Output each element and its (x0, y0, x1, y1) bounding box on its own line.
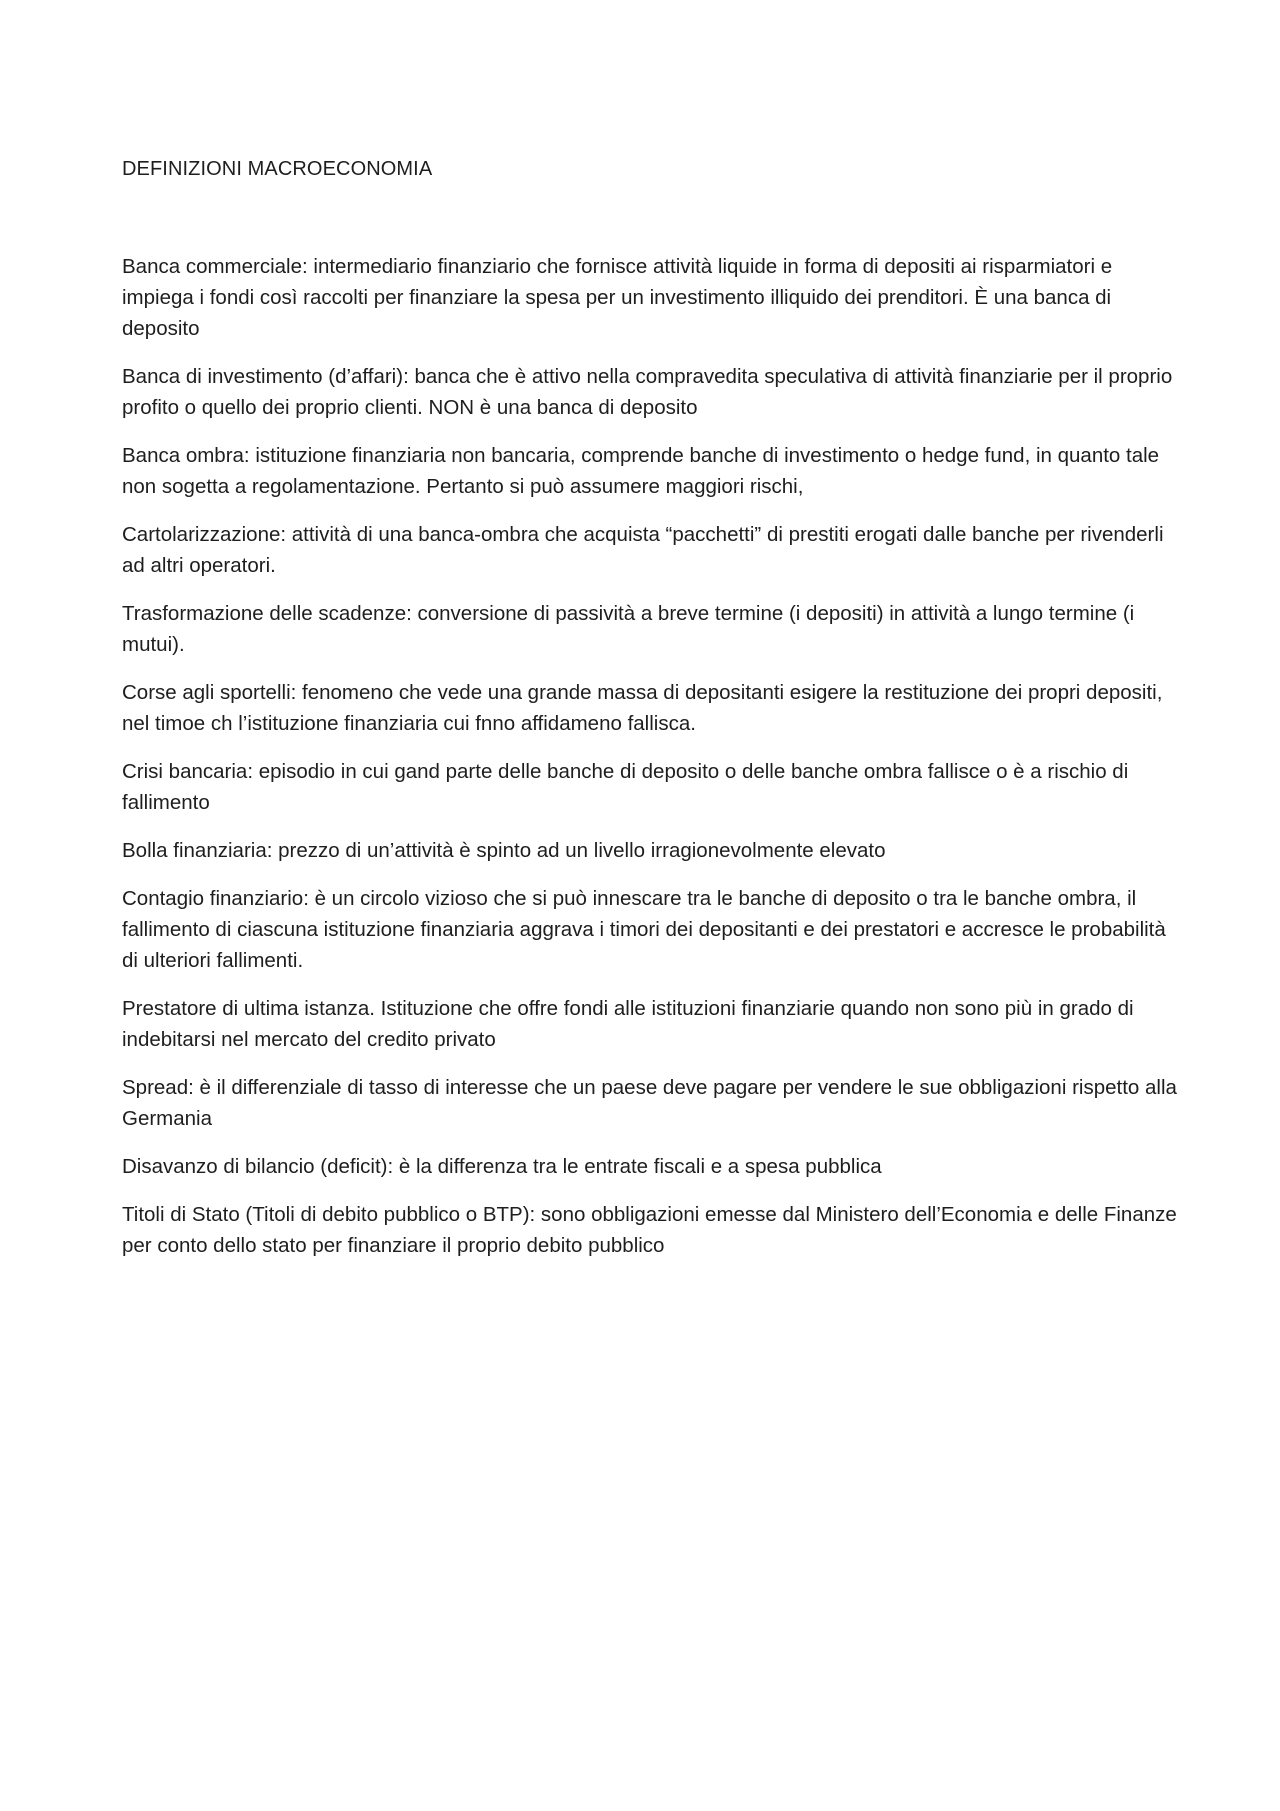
definition-trasformazione-delle-scadenze: Trasformazione delle scadenze: conversione di passività a breve termine (i depositi) in attività a lungo termine (i mutui). (122, 602, 1135, 656)
definition-corse-agli-sportelli: Corse agli sportelli: fenomeno che vede una grande massa di depositanti esigere la restituzione dei propri depositi, nel timoe ch l’istituzione finanziaria cui fnno affidameno fallisca. (122, 681, 1163, 735)
definition-disavanzo-di-bilancio: Disavanzo di bilancio (deficit): è la differenza tra le entrate fiscali e a spesa pubblica (122, 1155, 882, 1178)
definition-prestatore-di-ultima-istanza: Prestatore di ultima istanza. Istituzione che offre fondi alle istituzioni finanziarie quando non sono più in grado di indebitarsi nel mercato del credito privato (122, 997, 1134, 1051)
definition-crisi-bancaria: Crisi bancaria: episodio in cui gand parte delle banche di deposito o delle banche ombra fallisce o è a rischio di fallimento (122, 760, 1129, 814)
definition-spread: Spread: è il differenziale di tasso di interesse che un paese deve pagare per vendere le sue obbligazioni rispetto alla Germania (122, 1076, 1177, 1130)
definition-banca-ombra: Banca ombra: istituzione finanziaria non bancaria, comprende banche di investimento o hedge fund, in quanto tale non sogetta a regolamentazione. Pertanto si può assumere maggiori rischi, (122, 444, 1160, 498)
document-title: DEFINIZIONI MACROECONOMIA (122, 158, 433, 180)
definition-cartolarizzazione: Cartolarizzazione: attività di una banca-ombra che acquista “pacchetti” di prestiti erogati dalle banche per rivenderli ad altri operatori. (122, 523, 1164, 577)
definition-banca-di-investimento: Banca di investimento (d’affari): banca che è attivo nella compravedita speculativa di attività finanziarie per il proprio profito o quello dei proprio clienti. NON è una banca di deposito (122, 365, 1173, 419)
definition-bolla-finanziaria: Bolla finanziaria: prezzo di un’attività è spinto ad un livello irragionevolmente elevato (122, 839, 886, 862)
document-body (122, 154, 1177, 1278)
definition-banca-commerciale: Banca commerciale: intermediario finanziario che fornisce attività liquide in forma di depositi ai risparmiatori e impiega i fondi così raccolti per finanziare la spesa per un investimento illiquido dei prenditori. È una banca di deposito (122, 255, 1113, 340)
definition-titoli-di-stato: Titoli di Stato (Titoli di debito pubblico o BTP): sono obbligazioni emesse dal Ministero dell’Economia e delle Finanze per conto dello stato per finanziare il proprio debito pubblico (122, 1203, 1177, 1257)
definition-contagio-finanziario: Contagio finanziario: è un circolo vizioso che si può innescare tra le banche di deposito o tra le banche ombra, il fallimento di ciascuna istituzione finanziaria aggrava i timori dei depositanti e dei prestatori e accresce le probabilità di ulteriori fallimenti. (122, 887, 1166, 972)
